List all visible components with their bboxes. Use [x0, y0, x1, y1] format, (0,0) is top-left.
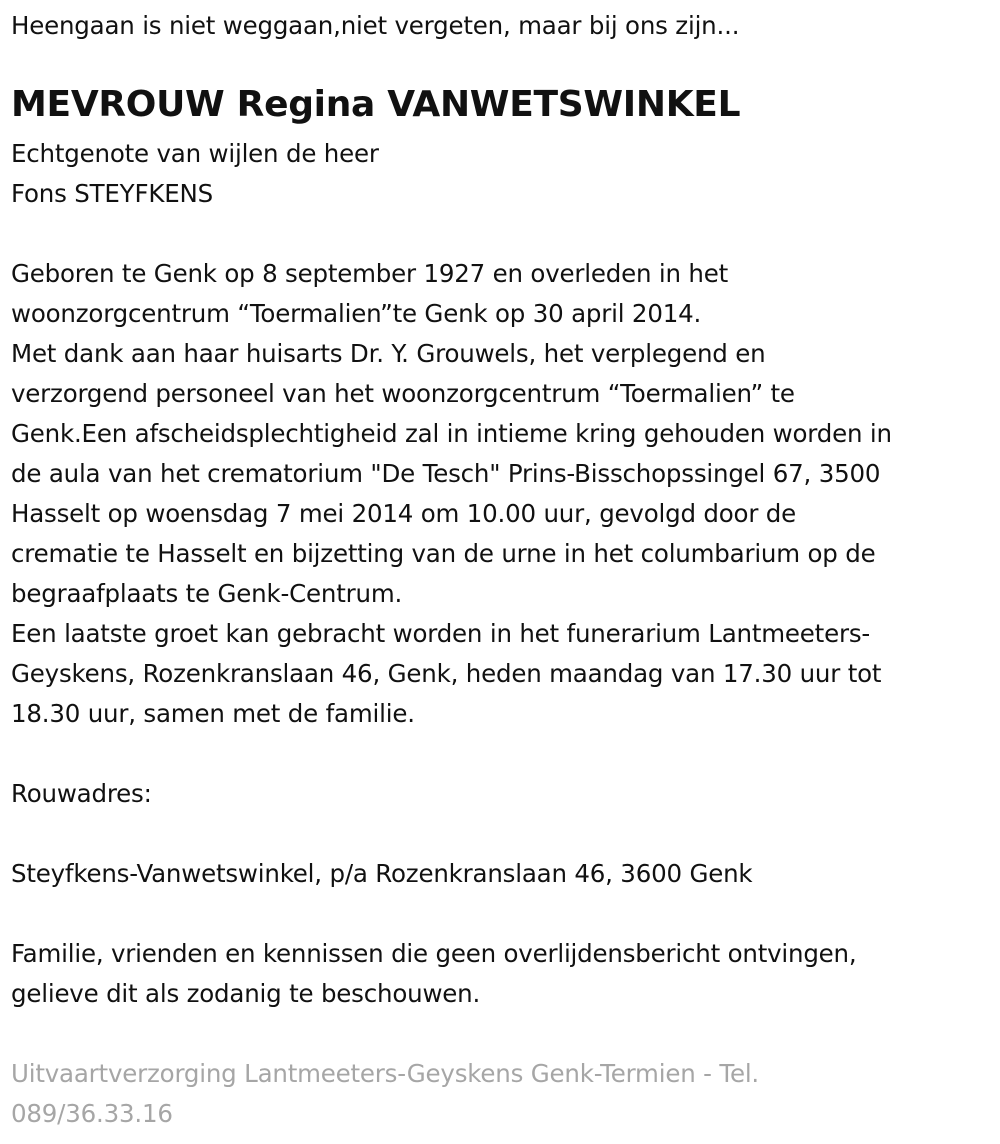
spouse-name: Fons STEYFKENS — [11, 179, 213, 208]
body-line: begraafplaats te Genk-Centrum. — [11, 579, 403, 608]
body-line: Geboren te Genk op 8 september 1927 en overleden in het — [11, 259, 728, 288]
tagline: Heengaan is niet weggaan,niet vergeten, maar bij ons zijn... — [11, 11, 740, 40]
body-line: verzorgend personeel van het woonzorgcentrum “Toermalien” te — [11, 379, 795, 408]
footer-phone: 089/36.33.16 — [11, 1099, 173, 1128]
spouse-line: Echtgenote van wijlen de heer — [11, 139, 379, 168]
obituary-body — [11, 254, 892, 734]
body-line: Met dank aan haar huisarts Dr. Y. Grouwels, het verplegend en — [11, 339, 766, 368]
notice — [11, 934, 856, 1014]
spouse-info — [11, 134, 379, 214]
body-line: woonzorgcentrum “Toermalien”te Genk op 30 april 2014. — [11, 299, 702, 328]
body-line: Genk.Een afscheidsplechtigheid zal in intieme kring gehouden worden in — [11, 419, 892, 448]
body-line: Hasselt op woensdag 7 mei 2014 om 10.00 uur, gevolgd door de — [11, 499, 797, 528]
body-line: Een laatste groet kan gebracht worden in het funerarium Lantmeeters- — [11, 619, 871, 648]
mourning-address: Steyfkens-Vanwetswinkel, p/a Rozenkranslaan 46, 3600 Genk — [11, 859, 753, 888]
notice-line: Familie, vrienden en kennissen die geen overlijdensbericht ontvingen, — [11, 939, 857, 968]
deceased-name-title: MEVROUW Regina VANWETSWINKEL — [11, 84, 741, 125]
notice-line: gelieve dit als zodanig te beschouwen. — [11, 979, 481, 1008]
body-line: Geyskens, Rozenkranslaan 46, Genk, heden maandag van 17.30 uur tot — [11, 659, 882, 688]
footer-line: Uitvaartverzorging Lantmeeters-Geyskens Genk-Termien - Tel. — [11, 1059, 760, 1088]
body-line: 18.30 uur, samen met de familie. — [11, 699, 415, 728]
body-line: de aula van het crematorium "De Tesch" Prins-Bisschopssingel 67, 3500 — [11, 459, 881, 488]
body-line: crematie te Hasselt en bijzetting van de urne in het columbarium op de — [11, 539, 876, 568]
mourning-address-label: Rouwadres: — [11, 779, 152, 808]
funeral-director-footer — [11, 1054, 759, 1134]
